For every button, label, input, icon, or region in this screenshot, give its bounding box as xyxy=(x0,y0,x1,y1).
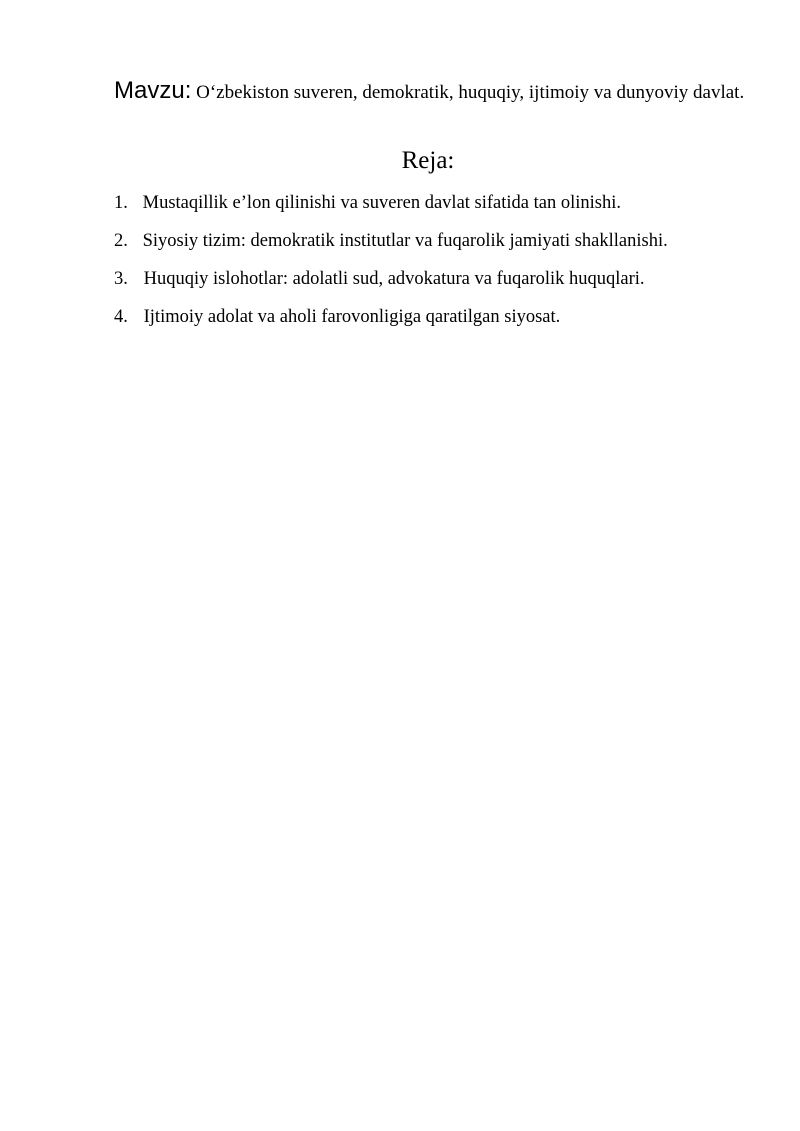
topic-label: Mavzu: xyxy=(114,77,192,104)
plan-item-text: Siyosiy tizim: demokratik institutlar va fuqarolik jamiyati shakllanishi. xyxy=(142,231,668,251)
plan-item xyxy=(114,266,774,304)
plan-item xyxy=(114,304,774,342)
plan-item-text: Huquqiy islohotlar: adolatli sud, advokatura va fuqarolik huquqlari. xyxy=(143,269,645,289)
plan-item-number: 4. xyxy=(114,307,128,327)
topic-line xyxy=(114,76,754,108)
plan-list xyxy=(114,190,774,342)
plan-item-text: Mustaqillik e’lon qilinishi va suveren davlat sifatida tan olinishi. xyxy=(142,193,621,213)
plan-heading: Reja: xyxy=(401,147,455,174)
plan-item-number: 1. xyxy=(114,193,128,213)
plan-item-text: Ijtimoiy adolat va aholi farovonligiga qaratilgan siyosat. xyxy=(143,307,561,327)
topic-text: O‘zbekiston suveren, demokratik, huquqiy, ijtimoiy va dunyoviy davlat. xyxy=(196,82,745,103)
plan-item-number: 3. xyxy=(114,269,128,289)
plan-item-number: 2. xyxy=(114,231,128,251)
plan-item xyxy=(114,228,774,266)
plan-item xyxy=(114,190,774,228)
